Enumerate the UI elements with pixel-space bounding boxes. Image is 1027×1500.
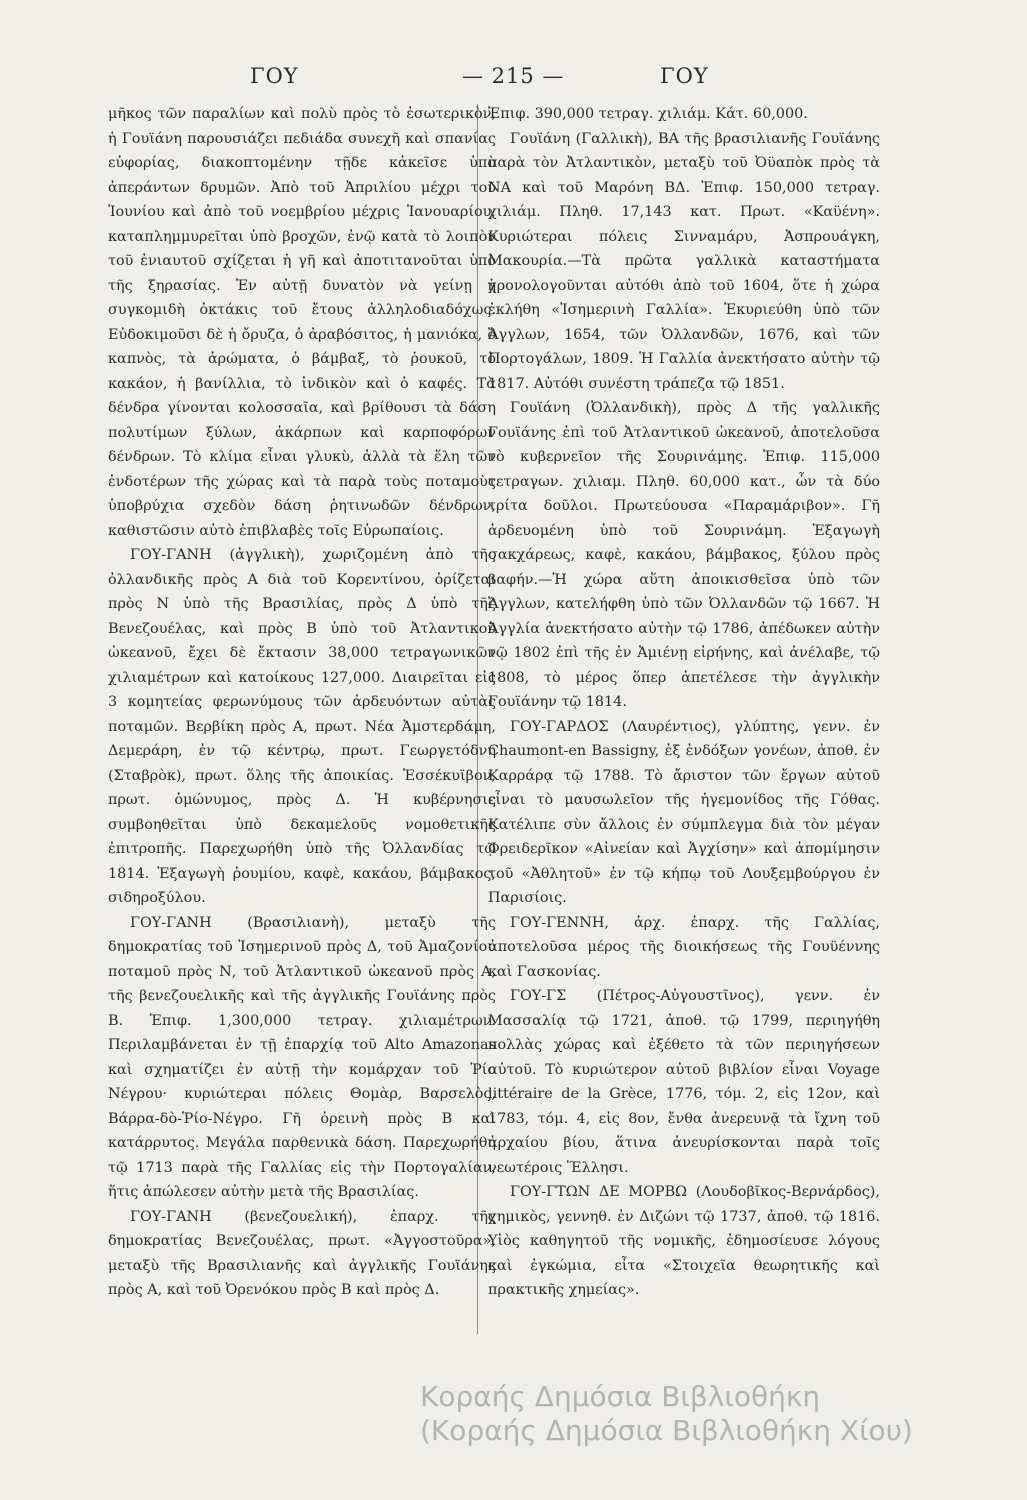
left-column <box>108 102 496 1303</box>
header-right-word: ΓΟΥ <box>660 64 709 88</box>
watermark-line-1: Κοραής Δημόσια Βιβλιοθήκη <box>420 1380 821 1413</box>
right-column <box>488 102 880 1303</box>
entry-goy-gani-english: ΓΟΥ-ΓΑΝΗ (ἀγγλικὴ), χωριζομένη ἀπὸ τῆς ὀλλανδικῆς πρὸς Α διὰ τοῦ Κορεντίνου, ὁρίζεται πρὸς Ν ὑπὸ τῆς Βρασιλίας, πρὸς Δ ὑπὸ τῆς Βενεζουέλας, καὶ πρὸς Β ὑπὸ τοῦ Ἀτλαντικοῦ ὠκεανοῦ, ἔχει δὲ ἔκτασιν 38,000 τετραγωνικῶν χιλιαμέτρων καὶ κατοίκους 127,000. Διαιρεῖται εἰς 3 κομητείας φερωνύμους τῶν ἀρδευόντων αὐτὰς ποταμῶν. Βερβίκη πρὸς Α, πρωτ. Νέα Ἀμστερδάμη, Δεμεράρη, ἐν τῷ κέντρῳ, πρωτ. Γεωργετόδνη (Σταβρὸκ), πρωτ. ὅλης τῆς ἀποικίας. Ἐσσέκυϊβον, πρωτ. ὁμώνυμος, πρὸς Δ. Ἡ κυβέρνησις συμβοηθεῖται ὑπὸ δεκαμελοῦς νομοθετικῆς ἐπιτροπῆς. Παρεχωρήθη ὑπὸ τῆς Ὀλλανδίας τῷ 1814. Ἐξαγωγὴ ῥουμίου, καφὲ, κακάου, βάμβακος, σιδηροξύλου. <box>108 547 496 906</box>
page-header <box>100 64 930 94</box>
header-left-word: ΓΟΥ <box>250 64 299 88</box>
entry-goy-genni: ΓΟΥ-ΓΕΝΝΗ, ἀρχ. ἐπαρχ. τῆς Γαλλίας, ἀποτελοῦσα μέρος τῆς διοικήσεως τῆς Γουϋέννης καὶ Γασκονίας. <box>488 914 880 980</box>
entry-continuation: μῆκος τῶν παραλίων καὶ πολὺ πρὸς τὸ ἐσωτερικὸν, ἡ Γουϊάνη παρουσιάζει πεδιάδα συνεχῆ καὶ σπανίας εὐφορίας, διακοπτομένην τῇδε κἀκεῖσε ὑπὸ ἀπεράντων δρυμῶν. Ἀπὸ τοῦ Ἀπριλίου μέχρι τοῦ Ἰουνίου καὶ ἀπὸ τοῦ νοεμβρίου μέχρις Ἰανουαρίου, καταπλημμυρεῖται ὑπὸ βροχῶν, ἐνῷ κατὰ τὸ λοιπὸν τοῦ ἐνιαυτοῦ σχίζεται ἡ γῆ καὶ ἀποτιτανοῦται ὑπὸ τῆς ξηρασίας. Ἐν αὐτῇ δυνατὸν νὰ γείνῃ ἡ συγκομιδὴ ὀκτάκις τοῦ ἔτους ἀλληλοδιαδόχως. Εὐδοκιμοῦσι δὲ ἡ ὄρυζα, ὁ ἀραβόσιτος, ἡ μανιόκα, ὁ καπνὸς, τὰ ἀρώματα, ὁ βάμβαξ, τὸ ῥουκοῦ, τὸ κακάον, ἡ βανίλλια, τὸ ἰνδικὸν καὶ ὁ καφές. Τὰ δένδρα γίνονται κολοσσαῖα, καὶ βρίθουσι τὰ δάση πολυτίμων ξύλων, ἀκάρπων καὶ καρποφόρων δένδρων. Τὸ κλίμα εἶναι γλυκὺ, ἀλλὰ τὰ ἕλη τῶν ἐνδοτέρων τῆς χώρας καὶ τὰ παρὰ τοὺς ποταμοὺς ὑποβρύχια σχεδὸν δάση ῥητινωδῶν δένδρων, καθιστῶσιν αὐτὸ ἐπιβλαβὲς τοῖς Εὐρωπαίοις. <box>108 106 496 539</box>
entry-goy-gani-brazilian: ΓΟΥ-ΓΑΝΗ (Βρασιλιανὴ), μεταξὺ τῆς δημοκρατίας τοῦ Ἰσημερινοῦ πρὸς Δ, τοῦ Ἀμαζονίου ποταμοῦ πρὸς Ν, τοῦ Ἀτλαντικοῦ ὠκεανοῦ πρὸς Α, τῆς βενεζουελικῆς καὶ τῆς ἀγγλικῆς Γουϊάνης πρὸς Β. Ἐπιφ. 1,300,000 τετραγ. χιλιαμέτρων. Περιλαμβάνεται ἐν τῇ ἐπαρχίᾳ τοῦ Alto Amazonas καὶ σχηματίζει ἐν αὐτῇ τὴν κομάρχαν τοῦ Ῥίο Νέγρου· κυριώτεραι πόλεις Θομὰρ, Βαρσελὸς, Βάρρα-δὸ-Ῥίο-Νέγρο. Γῆ ὀρεινὴ πρὸς Β καὶ κατάρρυτος. Μεγάλα παρθενικὰ δάση. Παρεχωρήθη τῷ 1713 παρὰ τῆς Γαλλίας εἰς τὴν Πορτογαλίαν, ἥτις ἀπώλεσεν αὐτὴν μετὰ τῆς Βρασιλίας. <box>108 914 496 1200</box>
entry-goy-gton-de-morvo: ΓΟΥ-ΓΤΩΝ ΔΕ ΜΟΡΒΩ (Λουδοβῖκος-Βερνάρδος), χημικὸς, γεννηθ. ἐν Διζώνι τῷ 1737, ἀποθ. τῷ 1816. Υἱὸς καθηγητοῦ τῆς νομικῆς, ἐδημοσίευσε λόγους καὶ ἐγκώμια, εἶτα «Στοιχεῖα θεωρητικῆς καὶ πρακτικῆς χημείας». <box>488 1184 880 1298</box>
entry-goy-gani-venezuelan: ΓΟΥ-ΓΑΝΗ (βενεζουελική), ἐπαρχ. τῆς δημοκρατίας Βενεζουέλας, πρωτ. «Ἀγγοστοῦρα», μεταξὺ τῆς Βρασιλιανῆς καὶ ἀγγλικῆς Γουϊάνης πρὸς Α, καὶ τοῦ Ὀρενόκου πρὸς Β καὶ πρὸς Δ. <box>108 1208 496 1298</box>
entry-dutch-guiana: Γουϊάνη (Ὀλλανδικὴ), πρὸς Δ τῆς γαλλικῆς Γουϊάνης ἐπὶ τοῦ Ἀτλαντικοῦ ὠκεανοῦ, ἀποτελοῦσα τὸ κυβερνεῖον τῆς Σουρινάμης. Ἐπιφ. 115,000 τετραγων. χιλιαμ. Πληθ. 60,000 κατ., ὧν τὰ δύο τρίτα δοῦλοι. Πρωτεύουσα «Παραμάριβον». Γῆ ἀρδευομένη ὑπὸ τοῦ Σουρινάμη. Ἐξαγωγὴ σακχάρεως, καφὲ, κακάου, βάμβακος, ξύλου πρὸς βαφήν.—Ἡ χώρα αὕτη ἀποικισθεῖσα ὑπὸ τῶν Ἄγγλων, κατελήφθη ὑπὸ τῶν Ὀλλανδῶν τῷ 1667. Ἡ Ἀγγλία ἀνεκτήσατο αὐτὴν τῷ 1786, ἀπέδωκεν αὐτὴν τῷ 1802 ἐπὶ τῆς ἐν Ἀμιένῃ εἰρήνης, καὶ ἀνέλαβε, τῷ 1808, τὸ μέρος ὅπερ ἀπετέλεσε τὴν ἀγγλικὴν Γουϊάνην τῷ 1814. <box>488 400 880 710</box>
entry-continuation-right: Ἐπιφ. 390,000 τετραγ. χιλιάμ. Κάτ. 60,000. <box>488 106 808 122</box>
entry-french-guiana: Γουϊάνη (Γαλλικὴ), ΒΑ τῆς βρασιλιανῆς Γουϊάνης παρὰ τὸν Ἀτλαντικὸν, μεταξὺ τοῦ Ὀϋαπὸκ πρὸς τὰ ΝΑ καὶ τοῦ Μαρόνη ΒΔ. Ἐπιφ. 150,000 τετραγ. χιλιάμ. Πληθ. 17,143 κατ. Πρωτ. «Καϋένη». Κυριώτεραι πόλεις Σινναμάρυ, Ἀσπρουάγκη, Μακουρία.—Τὰ πρῶτα γαλλικὰ καταστήματα χρονολογοῦνται αὐτόθι ἀπὸ τοῦ 1604, ὅτε ἡ χώρα ἐκλήθη «Ἰσημερινὴ Γαλλία». Ἐκυριεύθη ὑπὸ τῶν Ἄγγλων, 1654, τῶν Ὀλλανδῶν, 1676, καὶ τῶν Πορτογάλων, 1809. Ἡ Γαλλία ἀνεκτήσατο αὐτὴν τῷ 1817. Αὐτόθι συνέστη τράπεζα τῷ 1851. <box>488 130 880 392</box>
entry-goy-gardos: ΓΟΥ-ΓΑΡΔΟΣ (Λαυρέντιος), γλύπτης, γενν. ἐν Chaumont-en Bassigny, ἐξ ἐνδόξων γονέων, ἀποθ. ἐν Καρράρᾳ τῷ 1788. Τὸ ἄριστον τῶν ἔργων αὐτοῦ εἶναι τὸ μαυσωλεῖον τῆς ἡγεμονίδος τῆς Γόθας. Κατέλιπε σὺν ἄλλοις ἐν σύμπλεγμα διὰ τὸν μέγαν Φρειδερῖκον «Αἰνείαν καὶ Ἀγχίσην» καὶ ἀπομίμησιν τοῦ «Ἀθλητοῦ» ἐν τῷ κήπῳ τοῦ Λουξεμβούργου ἐν Παρισίοις. <box>488 718 880 906</box>
entry-goy-gs: ΓΟΥ-ΓΣ (Πέτρος-Αὐγουστῖνος), γενν. ἐν Μασσαλίᾳ τῷ 1721, ἀποθ. τῷ 1799, περιηγήθη πολλὰς χώρας καὶ ἐξέθετο τὰ τῶν περιηγήσεων αὐτοῦ. Τὸ κυριώτερον αὐτοῦ βιβλίον εἶναι Voyage littéraire de la Grèce, 1776, τόμ. 2, εἰς 12ον, καὶ 1783, τόμ. 4, εἰς 8ον, ἔνθα ἀνερευνᾷ τὰ ἴχνη τοῦ ἀρχαίου βίου, ἅτινα ἀνευρίσκονται παρὰ τοῖς νεωτέροις Ἕλλησι. <box>488 988 880 1176</box>
watermark-line-2: (Κοραής Δημόσια Βιβλιοθήκη Χίου) <box>420 1414 913 1447</box>
library-watermark <box>420 1380 980 1448</box>
page-number: — 215 — <box>462 64 565 88</box>
